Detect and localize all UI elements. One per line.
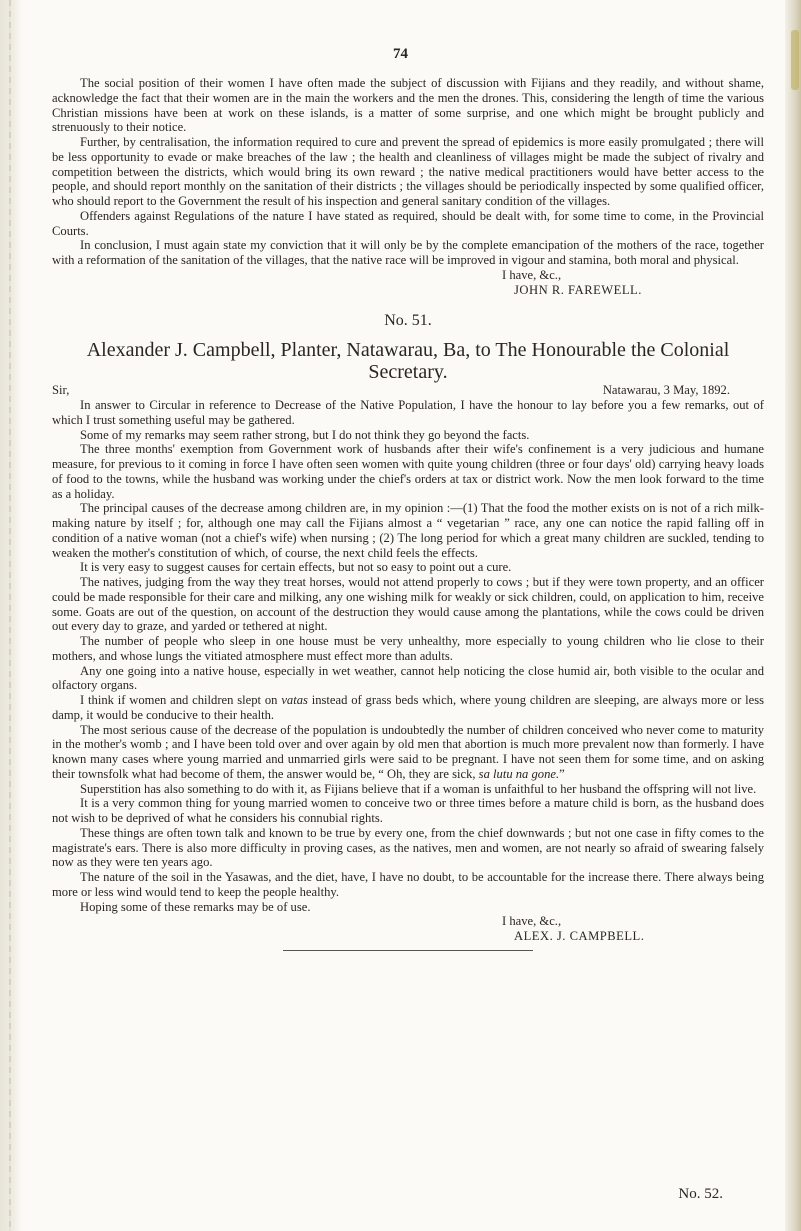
paragraph: These things are often town talk and known to be true by every one, from the chief downwards ; but not one case in fifty comes to the magistrate's ears. There is also more difficulty in proving cases, as the natives, men and women, are not nearly so afraid of swearing falsely now as they were ten years ago. xyxy=(52,825,764,870)
paragraph: The natives, judging from the way they treat horses, would not attend properly to cows ; but if they were town property, and an officer could be made responsible for their care and milking, any one wishing milk for weakly or sick children, could, on application to him, receive some. Goats are out of the question, on account of the destruction they would cause among the plantations, while the cows could be driven out every day to graze, and yarded or tethered at night. xyxy=(52,575,764,634)
paragraph xyxy=(52,693,764,723)
paragraph: Further, by centralisation, the information required to cure and prevent the spread of epidemics is more easily promulgated ; there will be less opportunity to evade or make breaches of the law ; the health and cleanliness of villages might be made the subject of rivalry and competition between the districts, which would bring its own reward ; the native medical practitioners would have better access to the people, and should report monthly on the sanitation of their districts ; the villages should be periodically inspected by some qualified officer, who should report to the Government the result of his inspection and general sanitary condition of the villages. xyxy=(52,135,764,208)
closing: I have, &c., xyxy=(502,267,562,282)
document-number: No. 51. xyxy=(384,312,432,330)
letter-farewell xyxy=(52,76,764,297)
signature: JOHN R. FAREWELL. xyxy=(514,282,642,297)
text-run: The most serious cause of the decrease of the population is undoubtedly the number of children conceived who never come to maturity in the mother's womb ; and I have been told over and over again by old men that abortion is much more prevalent now than formerly. I have known many cases where young married and unmarried girls were said to be pregnant. I have not seen them for some time, and on asking their townsfolk what had become of them, the answer would be, “ Oh, they are sick, xyxy=(52,722,764,781)
place-date: Natawarau, 3 May, 1892. xyxy=(602,383,730,398)
document-heading: Alexander J. Campbell, Planter, Natawarau, Ba, to The Honourable the Colonial Secretary. xyxy=(86,339,730,384)
binding-gutter xyxy=(0,0,22,1231)
salutation-line xyxy=(52,383,764,398)
paragraph: Any one going into a native house, especially in wet weather, cannot help noticing the close humid air, both visible to the ocular and olfactory organs. xyxy=(52,663,764,693)
paragraph: It is a very common thing for young married women to conceive two or three times before a mature child is born, as the husband does not wish to be deprived of what he considers his connubial rights. xyxy=(52,796,764,825)
paragraph: Some of my remarks may seem rather strong, but I do not think they go beyond the facts. xyxy=(80,427,530,442)
paragraph: Superstition has also something to do with it, as Fijians believe that if a woman is unfaithful to her husband the offspring will not live. xyxy=(80,781,757,796)
text-run: I think if women and children slept on xyxy=(80,693,282,707)
paragraph: In conclusion, I must again state my conviction that it will only be by the complete emancipation of the mothers of the race, together with a reformation of the sanitation of the villages, that the native race will be improved in vigour and stamina, both moral and physical. xyxy=(52,238,764,267)
paragraph: The three months' exemption from Government work of husbands after their wife's confinement is a very judicious and humane measure, for previous to it coming in force I have often seen women with quite young children (three or four days' old) carrying heavy loads of food to the towns, while the husband was working under the chief's orders at tax or district work. Now the men look forward to the time as a holiday. xyxy=(52,442,764,501)
letter-campbell xyxy=(52,311,764,951)
salutation: Sir, xyxy=(52,383,70,398)
paragraph: It is very easy to suggest causes for certain effects, but not so easy to point out a cure. xyxy=(80,560,512,575)
closing: I have, &c., xyxy=(502,914,562,929)
text-run: instead of grass beds which, where young children are sleeping, are always more or less damp, it would be conducive to their health. xyxy=(52,693,764,722)
paragraph: In answer to Circular in reference to Decrease of the Native Population, I have the honour to lay before you a few remarks, out of which I trust something useful may be gathered. xyxy=(52,398,764,427)
page-number: 74 xyxy=(393,46,408,62)
paragraph: The nature of the soil in the Yasawas, and the diet, have, I have no doubt, to be accountable for the increase there. There always being more or less wind would tend to keep the people healthy. xyxy=(52,870,764,899)
sign-off xyxy=(502,268,764,298)
italic-term: vatas xyxy=(281,693,308,707)
italic-phrase: sa lutu na gone. xyxy=(478,766,560,781)
paragraph: The social position of their women I have often made the subject of discussion with Fijians and they readily, and without shame, acknowledge the fact that their women are in the main the workers and the men the drones. This, considering the length of time the various Christian missions have been at work on these islands, is a matter of some surprise, and one which might be brought publicly and strenuously to their notice. xyxy=(52,76,764,135)
signature: ALEX. J. CAMPBELL. xyxy=(514,929,645,943)
paragraph: The principal causes of the decrease among children are, in my opinion :—(1) That the food the mother exists on is not of a rich milk-making nature by itself ; for, although one may call the Fijians almost a “ vegetarian ” race, any one can notice the rapid falling off in condition of a native woman (not a chief's wife) when nursing ; (2) The long period for which a great many children are suckled, tending to weaken the mother's constitution of which, of course, the next child feels the effects. xyxy=(52,501,764,560)
paragraph: The number of people who sleep in one house must be very unhealthy, more especially to young children who lie close to their mothers, and whose lungs the vitiated atmosphere must effect more than adults. xyxy=(52,634,764,663)
page-body xyxy=(52,76,764,951)
paragraph xyxy=(52,723,764,782)
text-run: ” xyxy=(559,766,565,781)
page-edge xyxy=(785,0,801,1231)
paragraph: Hoping some of these remarks may be of use. xyxy=(80,899,311,914)
next-document-number: No. 52. xyxy=(678,1186,723,1202)
sign-off xyxy=(502,914,764,944)
divider-rule xyxy=(283,950,533,951)
paragraph: Offenders against Regulations of the nature I have stated as required, should be dealt with, for some time to come, in the Provincial Courts. xyxy=(52,208,764,238)
